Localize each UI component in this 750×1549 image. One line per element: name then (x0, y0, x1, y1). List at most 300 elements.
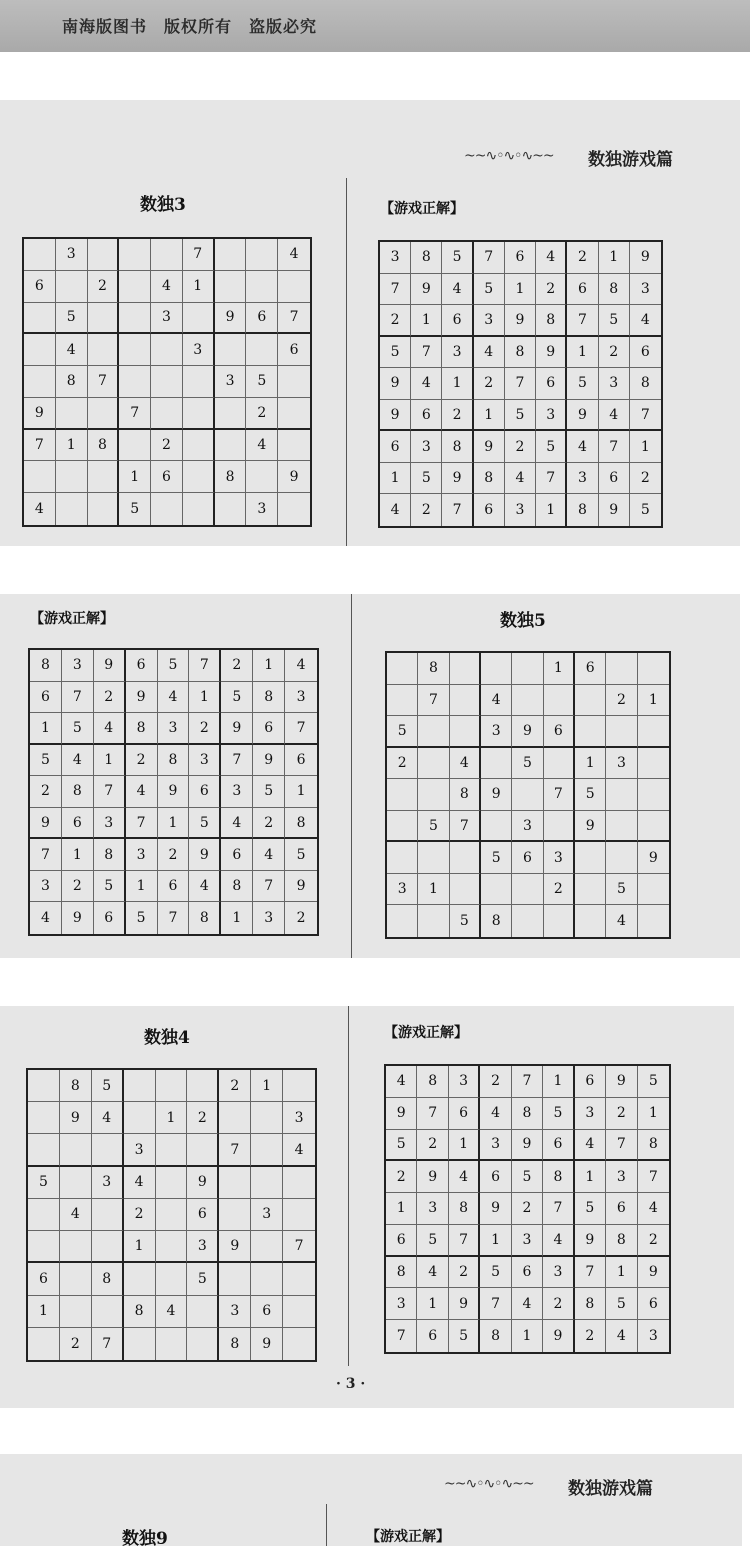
sudoku-cell: 5 (450, 905, 481, 937)
sudoku-cell: 9 (543, 1320, 574, 1352)
sudoku-cell: 3 (630, 274, 661, 306)
sudoku-cell (28, 1134, 60, 1166)
sudoku-cell (119, 303, 151, 335)
sudoku-cell: 6 (599, 463, 630, 495)
solution-grid-3 (378, 240, 663, 528)
ornament-flourish: ~~∿◦∿◦∿~~ (444, 1476, 534, 1492)
sudoku-cell: 5 (512, 748, 543, 780)
sudoku-cell: 2 (94, 682, 126, 714)
sudoku-cell: 2 (638, 1225, 669, 1257)
sudoku-cell: 2 (536, 274, 567, 306)
sudoku-cell (278, 366, 310, 398)
sudoku-cell: 5 (575, 779, 606, 811)
sudoku-cell: 7 (417, 1098, 448, 1130)
solution-label: 【游戏正解】 (380, 201, 464, 217)
sudoku-cell (638, 653, 669, 685)
sudoku-cell (88, 303, 120, 335)
sudoku-cell: 7 (449, 1225, 480, 1257)
sudoku-cell: 5 (187, 1263, 219, 1295)
sudoku-cell (215, 493, 247, 525)
sudoku-cell: 4 (411, 368, 442, 400)
sudoku-cell: 3 (124, 1134, 156, 1166)
sudoku-cell: 3 (575, 1098, 606, 1130)
sudoku-cell: 8 (411, 242, 442, 274)
sudoku-cell: 1 (536, 494, 567, 526)
sudoku-cell: 4 (246, 430, 278, 462)
sudoku-cell (575, 842, 606, 874)
sudoku-cell: 8 (30, 650, 62, 682)
sudoku-cell: 5 (28, 1167, 60, 1199)
sudoku-cell: 9 (417, 1161, 448, 1193)
sudoku-cell (278, 493, 310, 525)
sudoku-cell: 3 (536, 400, 567, 432)
sudoku-cell: 3 (215, 366, 247, 398)
sudoku-cell (119, 239, 151, 271)
sudoku-cell: 4 (449, 1161, 480, 1193)
sudoku-cell (512, 874, 543, 906)
sudoku-cell: 8 (638, 1130, 669, 1162)
sudoku-cell: 2 (387, 748, 418, 780)
sudoku-cell (151, 239, 183, 271)
sudoku-cell: 7 (285, 713, 317, 745)
sudoku-cell: 6 (512, 1257, 543, 1289)
sudoku-cell: 7 (283, 1231, 315, 1263)
sudoku-cell: 4 (278, 239, 310, 271)
sudoku-cell: 8 (92, 1263, 124, 1295)
sudoku-cell: 6 (62, 808, 94, 840)
sudoku-cell (638, 874, 669, 906)
sudoku-cell: 1 (544, 653, 575, 685)
sudoku-cell: 8 (512, 1098, 543, 1130)
sudoku-cell: 7 (536, 463, 567, 495)
sudoku-cell: 4 (380, 494, 411, 526)
sudoku-cell: 8 (88, 430, 120, 462)
sudoku-cell: 5 (285, 839, 317, 871)
sudoku-cell: 5 (442, 242, 473, 274)
sudoku-cell: 7 (380, 274, 411, 306)
sudoku-cell: 4 (285, 650, 317, 682)
sudoku-cell: 7 (638, 1161, 669, 1193)
sudoku-cell: 4 (124, 1167, 156, 1199)
sudoku-cell (56, 461, 88, 493)
sudoku-cell: 5 (638, 1066, 669, 1098)
sudoku-grid-3 (22, 237, 312, 527)
page-section-2 (0, 594, 740, 958)
sudoku-cell: 9 (480, 1193, 511, 1225)
sudoku-cell: 9 (62, 902, 94, 934)
sudoku-cell: 4 (536, 242, 567, 274)
sudoku-cell: 9 (219, 1231, 251, 1263)
sudoku-cell: 9 (606, 1066, 637, 1098)
sudoku-cell: 1 (505, 274, 536, 306)
sudoku-cell (119, 366, 151, 398)
sudoku-cell: 6 (544, 716, 575, 748)
sudoku-cell: 5 (567, 368, 598, 400)
sudoku-cell: 8 (56, 366, 88, 398)
sudoku-cell: 1 (474, 400, 505, 432)
sudoku-cell (156, 1231, 188, 1263)
sudoku-cell: 5 (380, 337, 411, 369)
sudoku-cell: 4 (599, 400, 630, 432)
sudoku-cell: 6 (630, 337, 661, 369)
sudoku-cell: 9 (380, 368, 411, 400)
sudoku-cell: 6 (285, 745, 317, 777)
sudoku-cell: 3 (480, 1130, 511, 1162)
sudoku-cell (638, 748, 669, 780)
sudoku-cell: 1 (411, 305, 442, 337)
sudoku-cell: 8 (536, 305, 567, 337)
sudoku-cell: 5 (474, 274, 505, 306)
sudoku-cell (387, 811, 418, 843)
sudoku-cell: 4 (543, 1225, 574, 1257)
sudoku-cell: 9 (442, 463, 473, 495)
sudoku-cell: 8 (480, 1320, 511, 1352)
sudoku-cell: 3 (126, 839, 158, 871)
sudoku-cell (606, 716, 637, 748)
sudoku-cell (60, 1231, 92, 1263)
sudoku-cell (28, 1070, 60, 1102)
sudoku-cell: 3 (599, 368, 630, 400)
sudoku-cell: 8 (94, 839, 126, 871)
sudoku-cell: 5 (417, 1225, 448, 1257)
sudoku-cell: 4 (60, 1199, 92, 1231)
sudoku-cell (60, 1296, 92, 1328)
sudoku-cell: 5 (512, 1161, 543, 1193)
sudoku-cell (246, 334, 278, 366)
sudoku-cell: 1 (126, 871, 158, 903)
section-header: 数独游戏篇 (588, 150, 673, 170)
sudoku-cell: 1 (156, 1102, 188, 1134)
sudoku-cell (60, 1167, 92, 1199)
sudoku-cell: 4 (480, 1098, 511, 1130)
sudoku-cell: 4 (156, 1296, 188, 1328)
sudoku-cell: 5 (449, 1320, 480, 1352)
sudoku-cell (183, 430, 215, 462)
sudoku-cell (119, 334, 151, 366)
sudoku-cell (88, 398, 120, 430)
sudoku-cell: 1 (599, 242, 630, 274)
sudoku-cell: 7 (88, 366, 120, 398)
sudoku-cell: 8 (124, 1296, 156, 1328)
sudoku-cell: 6 (638, 1288, 669, 1320)
sudoku-cell (251, 1102, 283, 1134)
sudoku-cell: 2 (60, 1328, 92, 1360)
sudoku-cell (387, 685, 418, 717)
sudoku-cell (215, 334, 247, 366)
sudoku-cell: 1 (442, 368, 473, 400)
sudoku-cell: 5 (599, 305, 630, 337)
sudoku-cell (575, 716, 606, 748)
sudoku-cell: 3 (187, 1231, 219, 1263)
sudoku-cell: 7 (411, 337, 442, 369)
sudoku-cell: 2 (189, 713, 221, 745)
sudoku-cell (638, 779, 669, 811)
sudoku-cell: 3 (386, 1288, 417, 1320)
sudoku-cell: 1 (575, 748, 606, 780)
sudoku-cell: 1 (630, 431, 661, 463)
sudoku-cell: 1 (30, 713, 62, 745)
sudoku-cell: 7 (386, 1320, 417, 1352)
sudoku-cell (512, 685, 543, 717)
puzzle-title-9: 数独9 (122, 1529, 168, 1549)
sudoku-cell: 2 (480, 1066, 511, 1098)
sudoku-cell: 9 (94, 650, 126, 682)
sudoku-cell: 9 (189, 839, 221, 871)
sudoku-cell (124, 1070, 156, 1102)
sudoku-cell: 8 (481, 905, 512, 937)
sudoku-cell (24, 303, 56, 335)
sudoku-cell: 9 (380, 400, 411, 432)
sudoku-cell: 7 (221, 745, 253, 777)
sudoku-cell (418, 842, 449, 874)
sudoku-cell: 7 (544, 779, 575, 811)
sudoku-cell: 2 (512, 1193, 543, 1225)
sudoku-cell: 4 (126, 776, 158, 808)
sudoku-cell: 1 (512, 1320, 543, 1352)
sudoku-cell: 9 (215, 303, 247, 335)
sudoku-cell: 8 (606, 1225, 637, 1257)
sudoku-cell: 3 (221, 776, 253, 808)
sudoku-cell (606, 779, 637, 811)
sudoku-cell: 3 (411, 431, 442, 463)
sudoku-cell (92, 1199, 124, 1231)
sudoku-cell: 1 (380, 463, 411, 495)
sudoku-cell: 6 (474, 494, 505, 526)
sudoku-cell: 1 (28, 1296, 60, 1328)
sudoku-cell (512, 653, 543, 685)
sudoku-cell: 9 (505, 305, 536, 337)
sudoku-cell: 6 (505, 242, 536, 274)
sudoku-cell: 3 (183, 334, 215, 366)
sudoku-cell: 5 (640, 502, 650, 519)
sudoku-cell: 6 (442, 305, 473, 337)
sudoku-cell: 7 (219, 1134, 251, 1166)
sudoku-cell: 2 (606, 685, 637, 717)
column-divider (326, 1504, 327, 1546)
sudoku-cell (246, 271, 278, 303)
sudoku-cell: 1 (285, 776, 317, 808)
sudoku-cell: 4 (56, 334, 88, 366)
page-section-4 (0, 1454, 742, 1549)
sudoku-cell: 7 (512, 1066, 543, 1098)
sudoku-cell: 4 (606, 905, 637, 937)
sudoku-cell (544, 811, 575, 843)
sudoku-cell (88, 493, 120, 525)
sudoku-cell: 8 (189, 902, 221, 934)
sudoku-cell (606, 653, 637, 685)
sudoku-cell (187, 1328, 219, 1360)
sudoku-cell: 4 (567, 431, 598, 463)
sudoku-cell: 9 (575, 1225, 606, 1257)
sudoku-cell: 7 (30, 839, 62, 871)
sudoku-cell: 2 (124, 1199, 156, 1231)
sudoku-cell: 8 (60, 1070, 92, 1102)
sudoku-cell: 8 (474, 463, 505, 495)
sudoku-cell (183, 398, 215, 430)
sudoku-cell: 4 (575, 1130, 606, 1162)
sudoku-cell (156, 1070, 188, 1102)
sudoku-cell: 5 (56, 303, 88, 335)
sudoku-cell: 1 (253, 650, 285, 682)
copyright-banner (0, 0, 750, 52)
sudoku-cell: 9 (278, 461, 310, 493)
sudoku-cell: 9 (221, 713, 253, 745)
sudoku-cell: 9 (253, 745, 285, 777)
sudoku-cell: 4 (283, 1134, 315, 1166)
sudoku-cell: 3 (30, 871, 62, 903)
sudoku-cell: 2 (30, 776, 62, 808)
sudoku-cell: 8 (449, 1193, 480, 1225)
sudoku-cell (251, 1134, 283, 1166)
sudoku-cell: 7 (442, 494, 473, 526)
sudoku-cell (251, 1167, 283, 1199)
sudoku-cell: 6 (151, 461, 183, 493)
sudoku-cell: 7 (278, 303, 310, 335)
sudoku-cell: 6 (30, 682, 62, 714)
sudoku-cell (119, 271, 151, 303)
sudoku-cell: 9 (638, 1257, 669, 1289)
sudoku-cell (28, 1199, 60, 1231)
sudoku-cell (450, 685, 481, 717)
sudoku-cell: 1 (56, 430, 88, 462)
sudoku-cell: 7 (189, 650, 221, 682)
sudoku-cell: 8 (219, 1328, 251, 1360)
sudoku-cell: 6 (221, 839, 253, 871)
sudoku-cell: 5 (543, 1098, 574, 1130)
sudoku-cell (215, 430, 247, 462)
sudoku-cell (92, 1296, 124, 1328)
sudoku-cell: 7 (158, 902, 190, 934)
sudoku-cell: 4 (30, 902, 62, 934)
sudoku-cell (151, 398, 183, 430)
sudoku-cell: 6 (24, 271, 56, 303)
column-divider (351, 594, 352, 958)
sudoku-cell (544, 748, 575, 780)
sudoku-cell: 9 (24, 398, 56, 430)
sudoku-cell (283, 1328, 315, 1360)
sudoku-cell: 7 (474, 242, 505, 274)
sudoku-cell: 4 (221, 808, 253, 840)
sudoku-cell (187, 1134, 219, 1166)
sudoku-cell: 3 (543, 1257, 574, 1289)
sudoku-cell (283, 1199, 315, 1231)
sudoku-cell (92, 1134, 124, 1166)
sudoku-cell (418, 716, 449, 748)
sudoku-cell: 2 (253, 808, 285, 840)
sudoku-cell: 9 (158, 776, 190, 808)
sudoku-cell: 2 (380, 305, 411, 337)
sudoku-cell: 7 (599, 431, 630, 463)
sudoku-cell: 1 (158, 808, 190, 840)
sudoku-cell (183, 303, 215, 335)
sudoku-cell: 6 (126, 650, 158, 682)
sudoku-cell: 2 (544, 874, 575, 906)
sudoku-cell: 8 (215, 461, 247, 493)
sudoku-cell: 2 (630, 463, 661, 495)
sudoku-cell (450, 842, 481, 874)
sudoku-cell: 3 (285, 682, 317, 714)
sudoku-cell (246, 461, 278, 493)
sudoku-cell: 6 (543, 1130, 574, 1162)
sudoku-cell: 9 (638, 842, 669, 874)
sudoku-cell: 3 (387, 874, 418, 906)
sudoku-cell: 5 (92, 1070, 124, 1102)
sudoku-cell: 9 (251, 1328, 283, 1360)
sudoku-cell (575, 905, 606, 937)
sudoku-cell: 4 (92, 1102, 124, 1134)
sudoku-cell: 4 (606, 1320, 637, 1352)
sudoku-cell (183, 461, 215, 493)
sudoku-cell (544, 905, 575, 937)
sudoku-cell: 3 (449, 1066, 480, 1098)
sudoku-cell: 7 (567, 305, 598, 337)
sudoku-cell: 6 (575, 653, 606, 685)
sudoku-cell: 5 (62, 713, 94, 745)
sudoku-cell: 4 (189, 871, 221, 903)
sudoku-cell: 2 (296, 910, 306, 927)
sudoku-cell: 8 (442, 431, 473, 463)
sudoku-cell: 4 (630, 305, 661, 337)
sudoku-cell: 3 (474, 305, 505, 337)
sudoku-cell: 8 (450, 779, 481, 811)
sudoku-cell: 9 (630, 242, 661, 274)
sudoku-cell: 6 (251, 1296, 283, 1328)
sudoku-cell: 6 (480, 1161, 511, 1193)
sudoku-cell: 3 (505, 494, 536, 526)
sudoku-cell: 2 (187, 1102, 219, 1134)
sudoku-cell: 8 (505, 337, 536, 369)
sudoku-cell (219, 1167, 251, 1199)
sudoku-cell (418, 905, 449, 937)
sudoku-cell: 7 (94, 776, 126, 808)
sudoku-cell: 6 (606, 1193, 637, 1225)
sudoku-cell (60, 1263, 92, 1295)
sudoku-cell: 1 (251, 1070, 283, 1102)
sudoku-cell: 1 (119, 461, 151, 493)
puzzle-title-3: 数独3 (140, 195, 186, 215)
sudoku-cell (387, 905, 418, 937)
sudoku-cell (56, 271, 88, 303)
sudoku-cell: 8 (575, 1288, 606, 1320)
sudoku-cell: 7 (575, 1257, 606, 1289)
page-section-3 (0, 1006, 734, 1408)
sudoku-cell: 2 (88, 271, 120, 303)
sudoku-cell: 4 (62, 745, 94, 777)
puzzle-title-5: 数独5 (500, 611, 546, 631)
sudoku-cell: 2 (386, 1161, 417, 1193)
sudoku-cell: 9 (386, 1098, 417, 1130)
sudoku-cell: 3 (251, 1199, 283, 1231)
sudoku-cell: 4 (24, 493, 56, 525)
page-number: · 3 · (336, 1376, 366, 1392)
sudoku-cell: 8 (543, 1161, 574, 1193)
sudoku-cell: 9 (575, 811, 606, 843)
sudoku-cell: 1 (386, 1193, 417, 1225)
sudoku-cell (24, 366, 56, 398)
sudoku-cell: 3 (606, 748, 637, 780)
solution-grid-5 (384, 1064, 671, 1354)
solution-label: 【游戏正解】 (384, 1025, 468, 1041)
sudoku-grid-4 (26, 1068, 317, 1362)
sudoku-cell (387, 842, 418, 874)
sudoku-cell: 2 (417, 1130, 448, 1162)
sudoku-cell: 6 (189, 776, 221, 808)
sudoku-cell (283, 1263, 315, 1295)
sudoku-cell: 4 (151, 271, 183, 303)
sudoku-cell (24, 461, 56, 493)
sudoku-cell: 7 (253, 871, 285, 903)
sudoku-cell: 1 (567, 337, 598, 369)
